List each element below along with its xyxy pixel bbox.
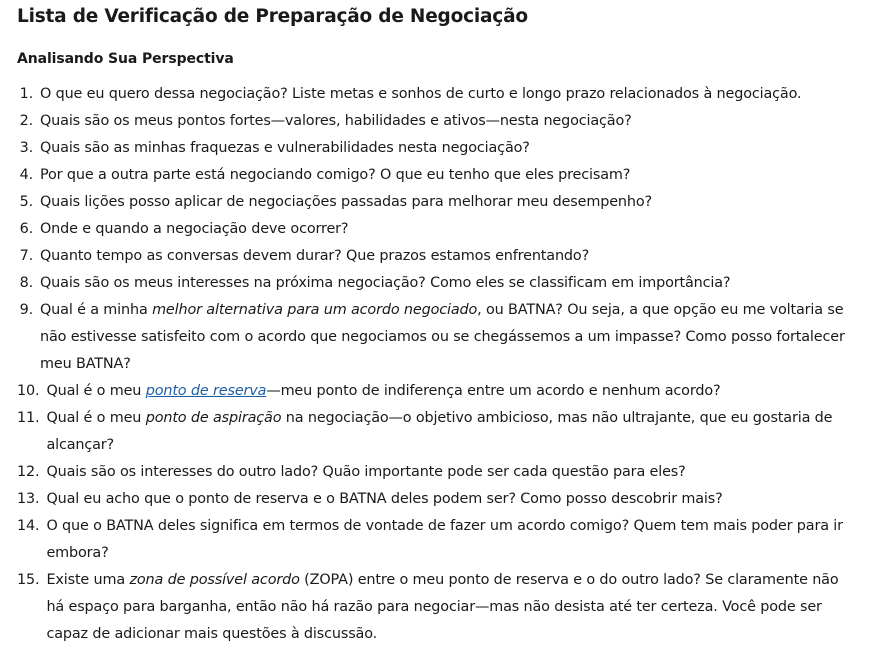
item-text-pre: Qual é o meu <box>46 383 146 399</box>
item-number: 14. <box>17 518 40 534</box>
list-item <box>17 567 855 648</box>
item-text-post: (ZOPA) entre o meu ponto de reserva e o do outro lado? Se claramente não há espaço para barganha, então não há razão para negociar—mas não desista até ter certeza. Você pode ser capaz de adicionar mais questões à discussão. <box>46 572 839 642</box>
item-text-post: —meu ponto de indiferença entre um acordo e nenhum acordo? <box>266 383 721 399</box>
item-text <box>46 405 855 459</box>
page-title: Lista de Verificação de Preparação de Negociação <box>17 6 528 27</box>
item-number: 6. <box>19 221 33 237</box>
list-item <box>17 405 855 459</box>
item-text-pre: Existe uma <box>46 572 130 588</box>
section-subtitle: Analisando Sua Perspectiva <box>17 51 234 67</box>
item-text: Quais são os interesses do outro lado? Quão importante pode ser cada questão para eles? <box>46 464 686 480</box>
list-item <box>17 108 855 135</box>
item-text: Por que a outra parte está negociando comigo? O que eu tenho que eles precisam? <box>40 167 631 183</box>
item-number: 15. <box>17 572 40 588</box>
term-batna-full: melhor alternativa para um acordo negociado <box>152 302 478 318</box>
list-item <box>17 459 855 486</box>
list-item <box>17 243 855 270</box>
list-item <box>17 297 855 378</box>
item-number: 13. <box>17 491 40 507</box>
item-number: 2. <box>19 113 33 129</box>
list-item <box>17 162 855 189</box>
list-item <box>17 189 855 216</box>
checklist <box>17 81 855 648</box>
item-text-pre: Qual é a minha <box>40 302 153 318</box>
item-text: Qual eu acho que o ponto de reserva e o BATNA deles podem ser? Como posso descobrir mais? <box>46 491 723 507</box>
term-aspiration-point: ponto de aspiração <box>145 410 282 426</box>
list-item <box>17 513 855 567</box>
item-number: 12. <box>17 464 40 480</box>
list-item <box>17 270 855 297</box>
item-text: Quais são os meus interesses na próxima negociação? Como eles se classificam em importância? <box>40 275 731 291</box>
term-zopa: zona de possível acordo <box>129 572 300 588</box>
item-number: 9. <box>19 302 33 318</box>
item-text <box>46 567 855 648</box>
item-text-pre: Qual é o meu <box>46 410 146 426</box>
item-text: Quais são os meus pontos fortes—valores, habilidades e ativos—nesta negociação? <box>40 113 632 129</box>
list-item <box>17 216 855 243</box>
item-text <box>46 378 855 405</box>
item-text: O que eu quero dessa negociação? Liste metas e sonhos de curto e longo prazo relacionados à negociação. <box>40 86 802 102</box>
item-number: 1. <box>19 86 33 102</box>
list-item <box>17 378 855 405</box>
item-number: 11. <box>17 410 40 426</box>
item-text-post: na negociação—o objetivo ambicioso, mas não ultrajante, que eu gostaria de alcançar? <box>46 410 833 453</box>
item-text: Quanto tempo as conversas devem durar? Que prazos estamos enfrentando? <box>40 248 590 264</box>
item-text: Onde e quando a negociação deve ocorrer? <box>40 221 349 237</box>
item-text-post: , ou BATNA? Ou seja, a que opção eu me voltaria se não estivesse satisfeito com o acordo que negociamos ou se chegássemos a um impasse? Como posso fortalecer meu BATNA? <box>40 302 845 372</box>
item-number: 5. <box>19 194 33 210</box>
item-text: Quais lições posso aplicar de negociações passadas para melhorar meu desempenho? <box>40 194 652 210</box>
item-number: 8. <box>19 275 33 291</box>
list-item <box>17 81 855 108</box>
item-number: 7. <box>19 248 33 264</box>
list-item <box>17 486 855 513</box>
item-number: 4. <box>19 167 33 183</box>
item-number: 10. <box>17 383 40 399</box>
item-text: O que o BATNA deles significa em termos de vontade de fazer um acordo comigo? Quem tem mais poder para ir embora? <box>46 518 843 561</box>
item-text: Quais são as minhas fraquezas e vulnerabilidades nesta negociação? <box>40 140 530 156</box>
list-item <box>17 135 855 162</box>
item-text <box>40 297 855 378</box>
reservation-point-link[interactable]: ponto de reserva <box>145 383 267 399</box>
item-number: 3. <box>19 140 33 156</box>
